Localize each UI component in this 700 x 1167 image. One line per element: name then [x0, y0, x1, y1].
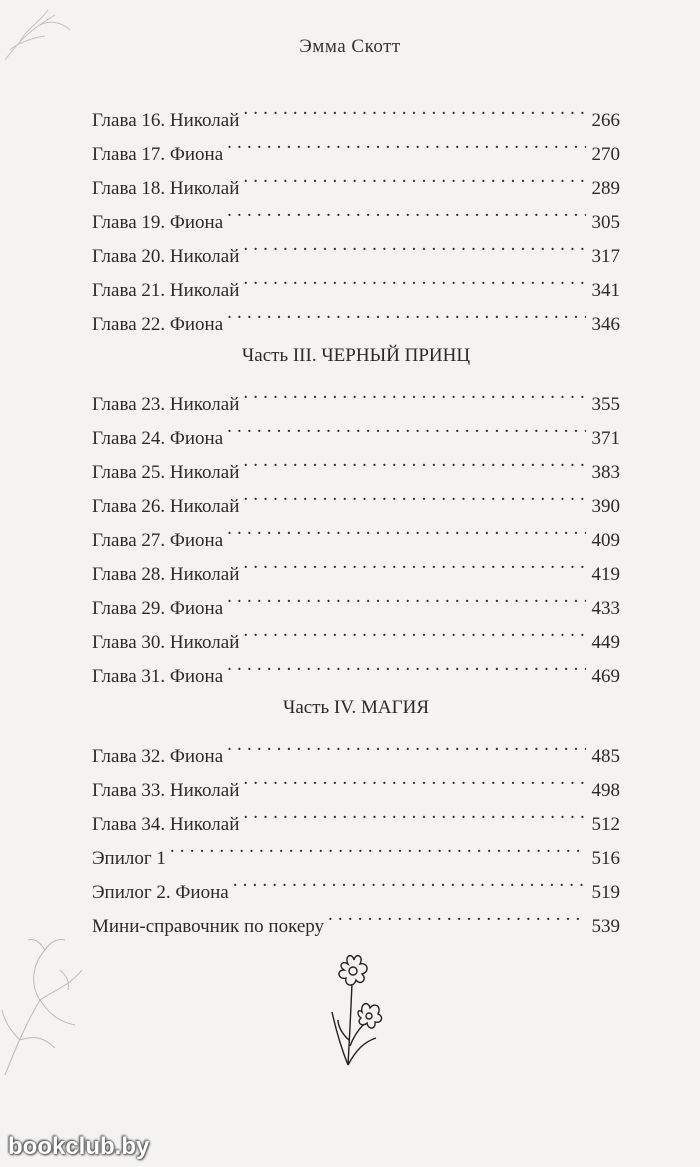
toc-entry-title: Глава 26. Николай — [92, 496, 240, 517]
toc-entry-page: 390 — [591, 496, 620, 517]
toc-entry-title: Глава 34. Николай — [92, 814, 240, 835]
dot-leader — [243, 444, 585, 478]
toc-entry-title: Глава 29. Фиона — [92, 598, 224, 619]
toc-entry-title: Глава 21. Николай — [92, 280, 240, 301]
toc-entry — [92, 728, 620, 767]
toc-entry-title: Глава 16. Николай — [92, 110, 240, 131]
dot-leader — [243, 614, 585, 648]
dot-leader — [170, 830, 586, 864]
table-of-contents — [92, 92, 620, 937]
dot-leader — [243, 262, 585, 296]
dot-leader — [227, 126, 585, 160]
dot-leader — [243, 762, 585, 796]
toc-entry-title: Глава 31. Фиона — [92, 666, 224, 687]
dot-leader — [243, 228, 585, 262]
toc-entry — [92, 864, 620, 903]
toc-entry — [92, 830, 620, 869]
dot-leader — [227, 194, 585, 228]
watermark: bookclub.by — [8, 1133, 150, 1160]
toc-entry-page: 355 — [591, 394, 620, 415]
toc-entry-title: Глава 17. Фиона — [92, 144, 224, 165]
toc-entry-page: 485 — [591, 746, 620, 767]
toc-entry-page: 469 — [591, 666, 620, 687]
dot-leader — [227, 580, 585, 614]
toc-entry-page: 419 — [591, 564, 620, 585]
running-header-author: Эмма Скотт — [299, 36, 401, 57]
toc-entry-page: 516 — [591, 848, 620, 869]
toc-entry-title: Глава 18. Николай — [92, 178, 240, 199]
toc-entry-page: 519 — [591, 882, 620, 903]
toc-entry-page: 346 — [591, 314, 620, 335]
dot-leader — [243, 546, 585, 580]
toc-entry-title: Глава 30. Николай — [92, 632, 240, 653]
toc-entry-title: Глава 33. Николай — [92, 780, 240, 801]
toc-entry-title: Эпилог 1 — [92, 848, 166, 869]
toc-entry-page: 305 — [591, 212, 620, 233]
toc-entry-title: Глава 20. Николай — [92, 246, 240, 267]
dot-leader — [328, 898, 585, 932]
toc-entry-title: Глава 22. Фиона — [92, 314, 224, 335]
dot-leader — [243, 376, 585, 410]
dot-leader — [233, 864, 586, 898]
dot-leader — [227, 296, 585, 330]
toc-entry-page: 266 — [591, 110, 620, 131]
part-heading: Часть IV. МАГИЯ — [282, 697, 430, 718]
dot-leader — [227, 512, 585, 546]
toc-entry-title: Глава 27. Фиона — [92, 530, 224, 551]
dot-leader — [227, 648, 585, 682]
lily-sketch-icon — [0, 0, 80, 70]
dot-leader — [243, 92, 585, 126]
dot-leader — [227, 410, 585, 444]
toc-entry-page: 317 — [591, 246, 620, 267]
toc-entry-title: Мини-справочник по покеру — [92, 916, 325, 937]
toc-entry-page: 449 — [591, 632, 620, 653]
dot-leader — [243, 478, 585, 512]
lily-sketch-icon — [0, 930, 90, 1080]
toc-entry — [92, 92, 620, 131]
toc-entry-page: 433 — [591, 598, 620, 619]
toc-entry-title: Глава 23. Николай — [92, 394, 240, 415]
toc-entry-page: 371 — [591, 428, 620, 449]
toc-entry-title: Эпилог 2. Фиона — [92, 882, 229, 903]
part-heading: Часть III. ЧЕРНЫЙ ПРИНЦ — [241, 345, 471, 366]
daffodil-icon — [318, 950, 390, 1070]
toc-entry-page: 270 — [591, 144, 620, 165]
toc-entry-title: Глава 24. Фиона — [92, 428, 224, 449]
toc-entry-page: 383 — [591, 462, 620, 483]
toc-entry-title: Глава 28. Николай — [92, 564, 240, 585]
toc-entry-page: 289 — [591, 178, 620, 199]
toc-entry-page: 512 — [591, 814, 620, 835]
toc-entry-title: Глава 19. Фиона — [92, 212, 224, 233]
toc-entry-page: 539 — [591, 916, 620, 937]
toc-entry — [92, 376, 620, 415]
dot-leader — [243, 160, 585, 194]
dot-leader — [227, 728, 585, 762]
toc-entry-page: 341 — [591, 280, 620, 301]
toc-entry-title: Глава 32. Фиона — [92, 746, 224, 767]
toc-entry-title: Глава 25. Николай — [92, 462, 240, 483]
toc-entry-page: 409 — [591, 530, 620, 551]
toc-entry-page: 498 — [591, 780, 620, 801]
dot-leader — [243, 796, 585, 830]
